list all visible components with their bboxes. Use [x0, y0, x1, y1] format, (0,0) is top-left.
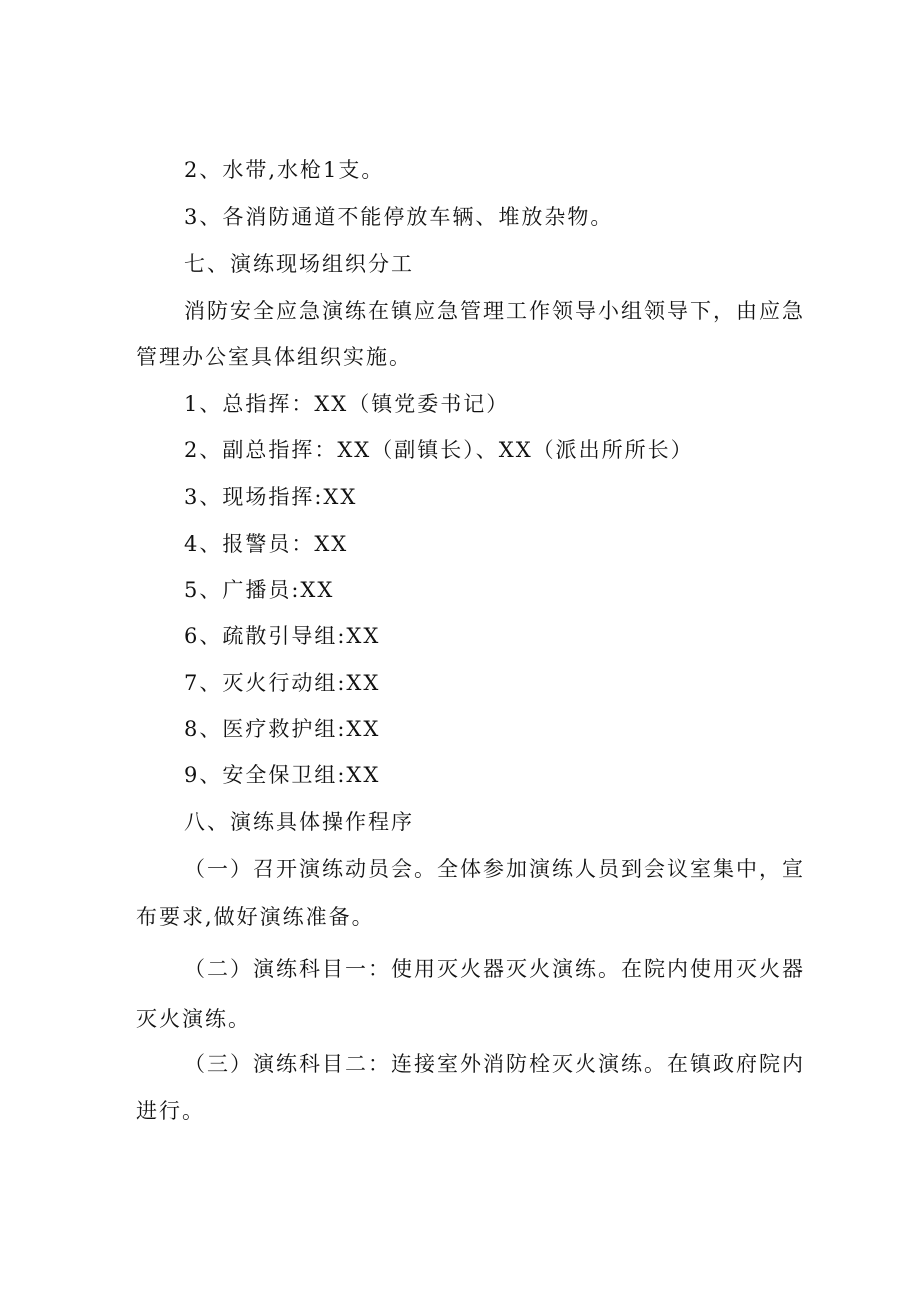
list-item-water-hose: 2、水带,水枪1支。 [184, 158, 385, 182]
paragraph-line: 灭火演练。 [136, 1007, 251, 1031]
paragraph-line: （二）演练科目一：使用灭火器灭火演练。在院内使用灭火器 [184, 957, 805, 981]
list-item-fire-lanes: 3、各消防通道不能停放车辆、堆放杂物。 [184, 205, 614, 229]
list-item-security-group: 9、安全保卫组:XX [184, 763, 381, 787]
list-item-evacuation-group: 6、疏散引导组:XX [184, 624, 381, 648]
paragraph-line: 管理办公室具体组织实施。 [136, 345, 412, 369]
paragraph-line: （一）召开演练动员会。全体参加演练人员到会议室集中，宣 [184, 857, 805, 881]
list-item-commander: 1、总指挥：XX（镇党委书记） [184, 392, 510, 416]
paragraph-line: 进行。 [136, 1099, 205, 1123]
list-item-site-commander: 3、现场指挥:XX [184, 485, 358, 509]
paragraph-line: 消防安全应急演练在镇应急管理工作领导小组领导下，由应急 [184, 299, 805, 323]
list-item-broadcaster: 5、广播员:XX [184, 578, 335, 602]
section-heading-7: 七、演练现场组织分工 [184, 252, 414, 276]
paragraph-line: （三）演练科目二：连接室外消防栓灭火演练。在镇政府院内 [184, 1052, 805, 1076]
list-item-firefighting-group: 7、灭火行动组:XX [184, 671, 381, 695]
list-item-alarm-officer: 4、报警员：XX [184, 532, 349, 556]
list-item-deputy-commander: 2、副总指挥：XX（副镇长）、XX（派出所所长） [184, 438, 694, 462]
paragraph-line: 布要求,做好演练准备。 [136, 905, 375, 929]
section-heading-8: 八、演练具体操作程序 [184, 810, 414, 834]
list-item-medical-group: 8、医疗救护组:XX [184, 717, 381, 741]
